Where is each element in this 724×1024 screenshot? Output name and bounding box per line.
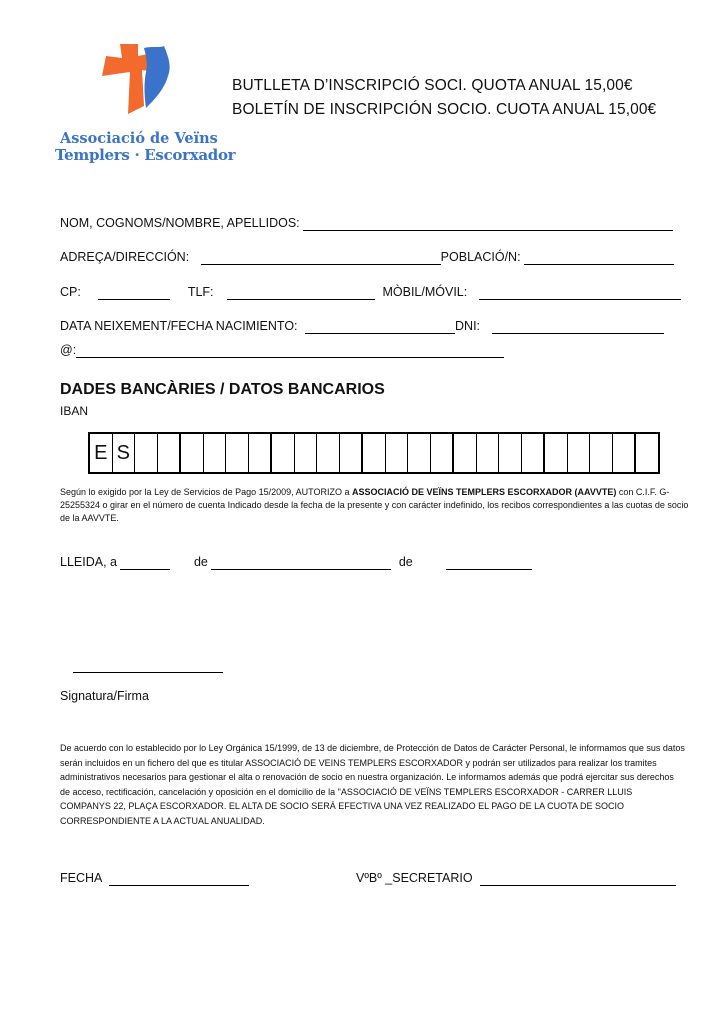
date-city-label: LLEIDA, a: [60, 555, 117, 569]
field-adreca-label: ADREÇA/DIRECCIÓN:: [60, 250, 190, 264]
field-birth-row: [60, 319, 664, 334]
iban-cell[interactable]: [363, 434, 386, 472]
footer-secretario-row: [356, 871, 676, 886]
title-spanish: BOLETÍN DE INSCRIPCIÓN SOCIO. CUOTA ANUAL 15,00€: [232, 101, 657, 118]
field-adreca-row: [60, 250, 674, 265]
date-month-input-line[interactable]: [211, 555, 391, 570]
signature-line[interactable]: [73, 660, 223, 673]
iban-cell[interactable]: [568, 434, 591, 472]
cross-logo-icon: [98, 42, 178, 122]
field-cp-input-line[interactable]: [98, 285, 170, 300]
bank-authorization-text: [60, 486, 690, 525]
logo-text-line1: Associació de Veïns: [60, 130, 218, 147]
signature-label: Signatura/Firma: [60, 689, 149, 703]
footer-fecha-input-line[interactable]: [109, 871, 249, 886]
footer-fecha-row: [60, 871, 249, 886]
field-nom-input-line[interactable]: [303, 216, 673, 231]
iban-cell[interactable]: [636, 434, 658, 472]
iban-cell[interactable]: [454, 434, 477, 472]
iban-label: IBAN: [60, 404, 89, 418]
field-birthdate-label: DATA NEIXEMENT/FECHA NACIMIENTO:: [60, 319, 298, 333]
iban-cell[interactable]: [340, 434, 364, 472]
field-poblacio-input-line[interactable]: [524, 250, 674, 265]
iban-cell[interactable]: [431, 434, 455, 472]
footer-secretario-label: VºBº _SECRETARIO: [356, 871, 473, 885]
title-catalan: BUTLLETA D’INSCRIPCIÓ SOCI. QUOTA ANUAL 15,00€: [232, 77, 633, 94]
bank-heading: DADES BANCÀRIES / DATOS BANCARIOS: [60, 381, 385, 398]
field-email-input-line[interactable]: [76, 343, 504, 358]
footer-fecha-label: FECHA: [60, 871, 102, 885]
iban-cell[interactable]: [295, 434, 318, 472]
iban-cell[interactable]: S: [113, 434, 136, 472]
iban-cell[interactable]: [522, 434, 546, 472]
date-year-input-line[interactable]: [446, 555, 532, 570]
field-nom-label: NOM, COGNOMS/NOMBRE, APELLIDOS:: [60, 216, 300, 230]
field-mobil-label: MÒBIL/MÓVIL:: [382, 285, 468, 299]
iban-cell[interactable]: [135, 434, 158, 472]
iban-cell[interactable]: [181, 434, 204, 472]
iban-cell[interactable]: [249, 434, 273, 472]
logo: [98, 42, 178, 122]
auth-text-post: con C.I.F. G-25255324 o girar en el número de cuenta Indicado desde la fecha de la presente y con carácter indefinido, los recibos correspondientes a las cuotas de socio de la AAVVTE.: [60, 487, 689, 523]
field-cp-label: CP:: [60, 285, 81, 299]
date-line: [60, 555, 532, 570]
auth-text-bold: ASSOCIACIÓ DE VEÏNS TEMPLERS ESCORXADOR (AAVVTE): [352, 487, 617, 497]
date-day-input-line[interactable]: [120, 555, 170, 570]
iban-cell[interactable]: [408, 434, 431, 472]
field-email-row: [60, 343, 504, 358]
auth-text-pre: Según lo exigido por la Ley de Servicios de Pago 15/2009, AUTORIZO a: [60, 487, 353, 497]
iban-grid: [88, 432, 660, 474]
iban-cell[interactable]: [613, 434, 637, 472]
field-poblacio-label: POBLACIÓ/N:: [440, 250, 521, 264]
iban-cell[interactable]: [272, 434, 295, 472]
date-de1-label: de: [193, 555, 208, 569]
iban-cell[interactable]: [317, 434, 340, 472]
field-nom-row: [60, 216, 673, 231]
field-tlf-input-line[interactable]: [227, 285, 375, 300]
field-adreca-input-line[interactable]: [201, 250, 441, 265]
iban-cell[interactable]: [545, 434, 568, 472]
field-dni-input-line[interactable]: [492, 319, 664, 334]
logo-text-line2: Templers · Escorxador: [55, 146, 236, 164]
field-contact-row: [60, 285, 681, 300]
iban-cell[interactable]: [499, 434, 522, 472]
date-de2-label: de: [398, 555, 413, 569]
field-birthdate-input-line[interactable]: [305, 319, 455, 334]
iban-cell[interactable]: [158, 434, 182, 472]
iban-cell[interactable]: [590, 434, 613, 472]
footer-secretario-input-line[interactable]: [480, 871, 676, 886]
iban-cell[interactable]: [477, 434, 500, 472]
field-tlf-label: TLF:: [187, 285, 214, 299]
field-dni-label: DNI:: [455, 319, 481, 333]
iban-cell[interactable]: [226, 434, 249, 472]
iban-cell[interactable]: [204, 434, 227, 472]
data-protection-notice: De acuerdo con lo establecido por lo Ley Orgánica 15/1999, de 13 de diciembre, de Protección de Datos de Carácter Personal, le informamos que sus datos serán incluidos en un fichero del que es titular ASSOCIACIÓ DE VEINS TEMPLERS ESCORXADOR y podrán ser utilizados para realizar los tramites administrativos necesarios para gestionar el alta o renovación de socio en nuestra organización. Le informamos además que podrá ejercitar sus derechos de acceso, rectificación, cancelación y oposición en el domicilio de la "ASSOCIACIÓ DE VEÏNS TEMPLERS ESCORXADOR - CARRER LLUIS COMPANYS 22, PLAÇA ESCORXADOR. EL ALTA DE SOCIO SERÁ EFECTIVA UNA VEZ REALIZADO EL PAGO DE LA CUOTA DE SOCIO CORRESPONDIENTE A LA ACTUAL ANUALIDAD.: [60, 743, 685, 826]
iban-cell[interactable]: E: [90, 434, 113, 472]
field-mobil-input-line[interactable]: [479, 285, 681, 300]
iban-cell[interactable]: [386, 434, 409, 472]
field-email-label: @:: [60, 343, 77, 357]
